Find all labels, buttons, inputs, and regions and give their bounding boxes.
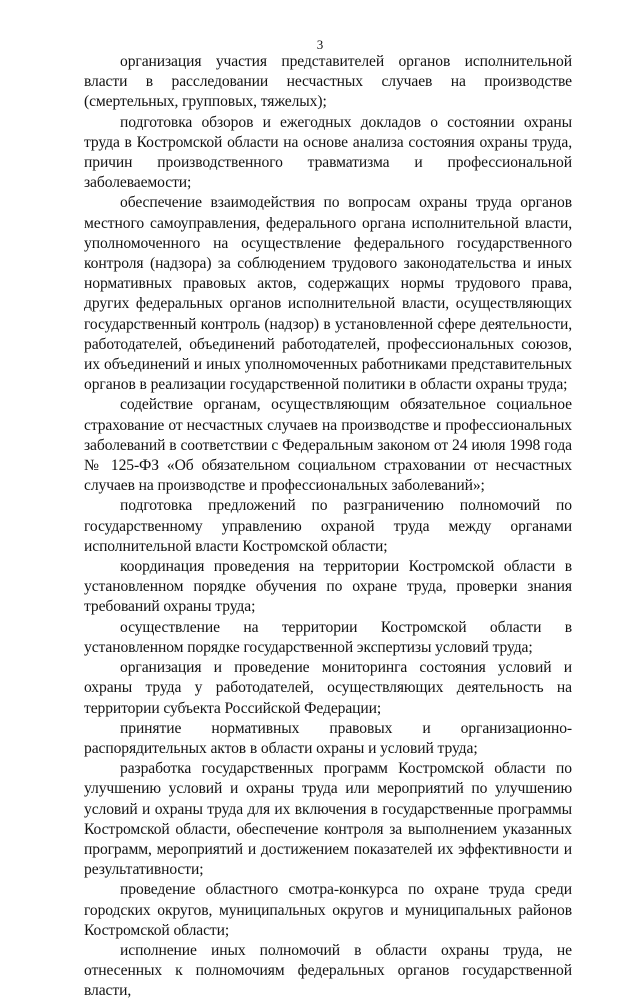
paragraph-12: исполнение иных полномочий в области охраны труда, не отнесенных к полномочиям федеральных органов государственной власти, [84, 941, 572, 1000]
paragraph-3: обеспечение взаимодействия по вопросам охраны труда органов местного самоуправления, федерального органа исполнительной власти, уполномоченного на осуществление федерального государственного контроля (надзора) за соблюдением трудового законодательства и иных нормативных правовых актов, содержащих нормы трудового права, других федеральных органов исполнительной власти, осуществляющих государственный контроль (надзор) в установленной сфере деятельности, работодателей, объединений работодателей, профессиональных союзов, их объединений и иных уполномоченных работниками представительных органов в реализации государственной политики в области охраны труда; [84, 194, 572, 394]
paragraph-6: координация проведения на территории Костромской области в установленном порядке обучения по охране труда, проверки знания требований охраны труда; [84, 558, 572, 616]
paragraph-11: проведение областного смотра-конкурса по охране труда среди городских округов, муниципальных округов и муниципальных районов Костромской области; [84, 881, 572, 939]
paragraph-8: организация и проведение мониторинга состояния условий и охраны труда у работодателей, осуществляющих деятельность на территории субъекта Российской Федерации; [84, 659, 572, 717]
paragraph-10: разработка государственных программ Костромской области по улучшению условий и охраны труда или мероприятий по улучшению условий и охраны труда для их включения в государственные программы Костромской области, обеспечение контроля за выполнением указанных программ, мероприятий и достижением показателей их эффективности и результативности; [84, 760, 572, 879]
paragraph-4: содействие органам, осуществляющим обязательное социальное страхование от несчастных случаев на производстве и профессиональных заболеваний в соответствии с Федеральным законом от 24 июля 1998 года № 125-ФЗ «Об обязательном социальном страховании от несчастных случаев на производстве и профессиональных заболеваний»; [84, 396, 572, 495]
paragraph-9: принятие нормативных правовых и организационно-распорядительных актов в области охраны и условий труда; [84, 719, 572, 757]
document-body [84, 52, 572, 1002]
paragraph-1: организация участия представителей органов исполнительной власти в расследовании несчастных случаев на производстве (смертельных, групповых, тяжелых); [84, 53, 572, 111]
page-number: 3 [316, 37, 324, 52]
paragraph-7: осуществление на территории Костромской области в установленном порядке государственной экспертизы условий труда; [84, 618, 572, 656]
paragraph-2: подготовка обзоров и ежегодных докладов о состоянии охраны труда в Костромской области на основе анализа состояния охраны труда, причин производственного травматизма и профессиональной заболеваемости; [84, 113, 572, 192]
paragraph-5: подготовка предложений по разграничению полномочий по государственному управлению охраной труда между органами исполнительной власти Костромской области; [84, 497, 572, 555]
